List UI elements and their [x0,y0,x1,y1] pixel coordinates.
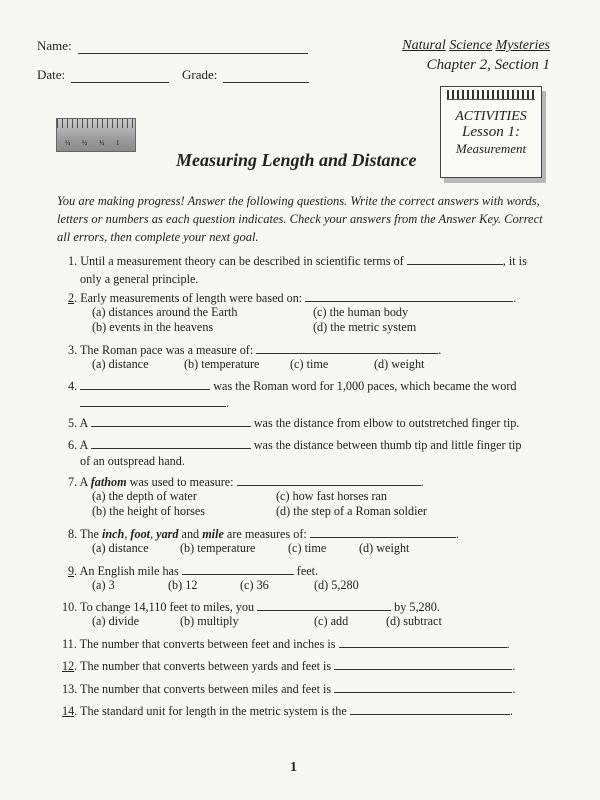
answer-blank-12[interactable] [334,660,512,670]
q10-option-c[interactable]: (c) add [314,614,349,628]
q7-option-d[interactable]: (d) the step of a Roman soldier [276,504,427,518]
q7-option-b[interactable]: (b) the height of horses [92,504,206,518]
q2-option-c[interactable]: (c) the human body [313,305,409,319]
question-10: 10. To change 14,110 feet to miles, you by 5,280. [62,600,440,614]
answer-blank-3[interactable] [256,344,438,354]
answer-blank-7[interactable] [237,476,421,486]
question-5: 5. A was the distance from elbow to outstretched finger tip. [68,416,520,430]
question-1: 1. Until a measurement theory can be described in scientific terms of , it is [68,254,527,268]
q3-option-b[interactable]: (b) temperature [184,357,260,371]
q10-option-b[interactable]: (b) multiply [180,614,239,628]
q2-option-d[interactable]: (d) the metric system [313,320,417,334]
q9-option-d[interactable]: (d) 5,280 [314,578,359,592]
question-6-cont: of an outspread hand. [80,454,185,468]
answer-blank-6[interactable] [91,439,251,449]
q7-option-c[interactable]: (c) how fast horses ran [276,489,388,503]
q9-option-c[interactable]: (c) 36 [240,578,269,592]
q9-option-b[interactable]: (b) 12 [168,578,198,592]
page-number: 1 [290,760,297,775]
date-label: Date: [37,67,66,82]
q10-option-d[interactable]: (d) subtract [386,614,442,628]
notepad-activities: ACTIVITIES [455,109,527,124]
q7-option-a[interactable]: (a) the depth of water [92,489,197,503]
series-word-3: Mysteries [495,38,550,53]
answer-blank-9[interactable] [182,565,294,575]
question-4: 4. was the Roman word for 1,000 paces, which became the word [68,379,517,393]
question-11: 11. The number that converts between feet and inches is . [62,637,510,651]
question-8: 8. The inch, foot, yard and mile are measures of: . [68,527,459,541]
answer-blank-5[interactable] [91,417,251,427]
series-word-2: Science [449,38,493,53]
q3-option-c[interactable]: (c) time [290,357,329,371]
question-6: 6. A was the distance between thumb tip and little finger tip [68,438,522,452]
question-7: 7. A fathom was used to measure: . [68,475,424,489]
answer-blank-11[interactable] [339,638,507,648]
activities-notepad [440,86,542,178]
question-12: 12. The number that converts between yards and feet is . [62,659,516,673]
name-blank[interactable] [78,42,308,54]
ruler-marks: ¼ ½ ¾ 1 [65,139,125,147]
question-2: 2. Early measurements of length were based on: . [68,291,517,305]
notepad-lesson: Lesson 1: [462,124,520,140]
instructions: You are making progress! Answer the following questions. Write the correct answers with words, letters or numbers as each question indicates. Check your answers from the Answer Key. Correct all errors, then complete your next goal. [57,194,543,244]
q2-option-a[interactable]: (a) distances around the Earth [92,305,238,319]
answer-blank-1[interactable] [407,255,503,265]
q10-option-a[interactable]: (a) divide [92,614,140,628]
grade-label: Grade: [182,67,218,82]
q3-option-a[interactable]: (a) distance [92,357,149,371]
q8-option-c[interactable]: (c) time [288,541,327,555]
q3-option-d[interactable]: (d) weight [374,357,425,371]
answer-blank-10[interactable] [257,601,391,611]
answer-blank-4a[interactable] [80,380,210,390]
chapter-heading: Chapter 2, Section 1 [426,57,550,73]
question-9: 9. An English mile has feet. [68,564,319,578]
q8-option-d[interactable]: (d) weight [359,541,410,555]
date-field[interactable] [37,67,169,83]
answer-blank-13[interactable] [334,683,512,693]
ruler-icon [56,118,136,152]
question-4-cont: . [80,395,229,411]
question-13: 13. The number that converts between miles and feet is . [62,682,516,696]
q2-option-b[interactable]: (b) events in the heavens [92,320,214,334]
q9-option-a[interactable]: (a) 3 [92,578,115,592]
grade-blank[interactable] [223,71,309,83]
answer-blank-2[interactable] [305,292,513,302]
q8-option-a[interactable]: (a) distance [92,541,149,555]
question-14: 14. The standard unit for length in the metric system is the . [62,704,513,718]
date-blank[interactable] [71,71,169,83]
question-3: 3. The Roman pace was a measure of: . [68,343,442,357]
answer-blank-4b[interactable] [80,397,226,407]
grade-field[interactable] [182,67,309,83]
series-title [402,38,550,54]
name-label: Name: [37,38,72,53]
answer-blank-14[interactable] [350,705,510,715]
question-1-cont: only a general principle. [80,272,199,286]
name-field[interactable] [37,38,308,54]
notepad-spiral-icon [447,90,535,100]
notepad-topic: Measurement [455,141,527,156]
ruler-ticks [57,119,135,128]
page-title: Measuring Length and Distance [176,150,417,170]
q8-option-b[interactable]: (b) temperature [180,541,256,555]
series-word-1: Natural [402,38,446,53]
answer-blank-8[interactable] [310,528,456,538]
